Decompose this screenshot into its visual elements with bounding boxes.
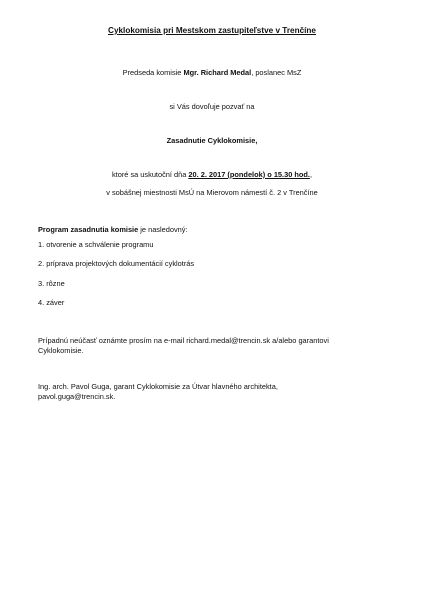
program-item: 3. rôzne	[38, 279, 65, 288]
chair-name: Mgr. Richard Medal	[183, 68, 252, 77]
document-title: Cyklokomisia pri Mestskom zastupiteľstve v Trenčíne	[108, 26, 316, 35]
meeting-title: Zasadnutie Cyklokomisie,	[166, 136, 258, 145]
chair-suffix: , poslanec MsZ	[251, 68, 302, 77]
contact-line-1: Ing. arch. Pavol Guga, garant Cyklokomisie za Útvar hlavného architekta,	[38, 382, 278, 391]
contact-line-2: pavol.guga@trencin.sk.	[38, 392, 116, 401]
date-suffix: ,	[309, 170, 313, 179]
invite-line: si Vás dovoľuje pozvať na	[169, 102, 255, 111]
program-item: 1. otvorenie a schválenie programu	[38, 240, 154, 249]
chair-prefix: Predseda komisie	[122, 68, 184, 77]
program-item: 2. príprava projektových dokumentácií cyklotrás	[38, 259, 195, 268]
meeting-date: 20. 2. 2017 (pondelok) o 15.30 hod.	[188, 170, 310, 179]
notice-line-1: Prípadnú neúčasť oznámte prosím na e-mail richard.medal@trencin.sk a/alebo garantovi	[38, 336, 329, 345]
date-prefix: ktoré sa uskutoční dňa	[111, 170, 189, 179]
program-heading-bold: Program zasadnutia komisie	[38, 225, 139, 234]
program-item: 4. záver	[38, 298, 65, 307]
meeting-location: v sobášnej miestnosti MsÚ na Mierovom námestí č. 2 v Trenčíne	[106, 188, 318, 197]
program-heading-rest: je nasledovný:	[138, 225, 188, 234]
notice-line-2: Cyklokomisie.	[38, 346, 84, 355]
program-heading	[38, 225, 188, 234]
meeting-date-line	[0, 170, 424, 179]
chair-line	[0, 68, 424, 77]
